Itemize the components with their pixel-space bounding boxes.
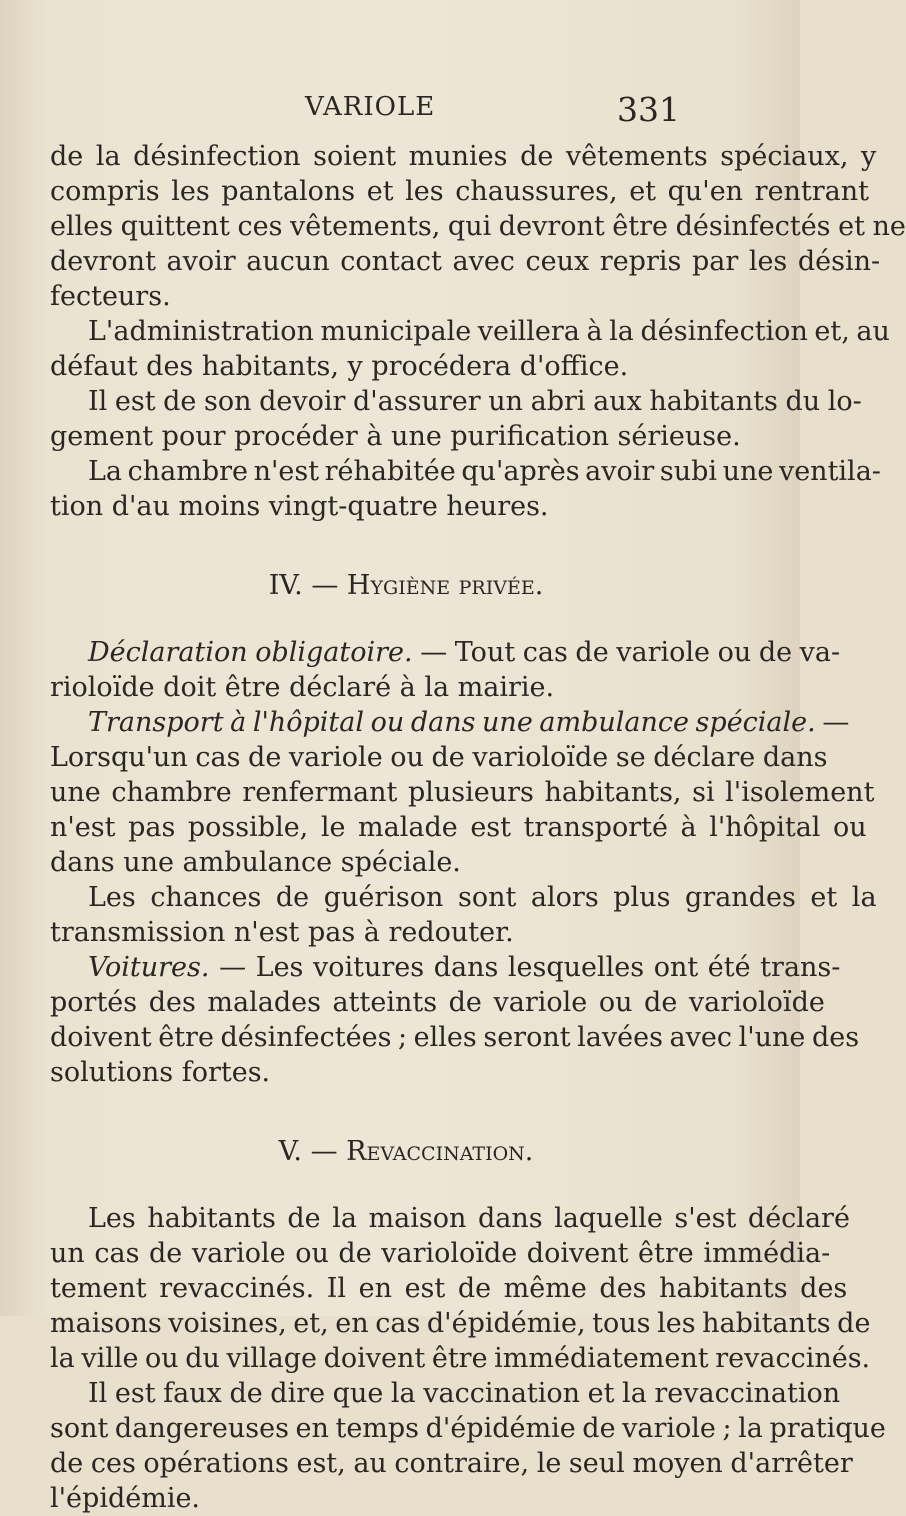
text-line: Lorsqu'un cas de variole ou de varioloïde se déclare dans bbox=[50, 742, 828, 773]
text-line: Les habitants de la maison dans laquelle s'est déclaré bbox=[88, 1203, 850, 1234]
text-line: solutions fortes. bbox=[50, 1057, 271, 1088]
heading-title: Revaccination. bbox=[346, 1136, 534, 1167]
text-line: l'épidémie. bbox=[50, 1483, 201, 1514]
text-line: elles quittent ces vêtements, qui devront être désinfectés et ne bbox=[50, 211, 906, 242]
text-line: maisons voisines, et, en cas d'épidémie, tous les habitants de bbox=[50, 1308, 871, 1339]
text-line: rioloïde doit être déclaré à la mairie. bbox=[50, 672, 555, 703]
body-text bbox=[50, 139, 906, 1516]
text-line: devront avoir aucun contact avec ceux repris par les désin- bbox=[50, 246, 881, 277]
heading-number: V. — bbox=[278, 1136, 338, 1167]
text-line: transmission n'est pas à redouter. bbox=[50, 917, 514, 948]
text-line: de ces opérations est, au contraire, le seul moyen d'arrêter bbox=[50, 1448, 853, 1479]
text-line: de la désinfection soient munies de vêtements spéciaux, y bbox=[50, 141, 877, 172]
text-line: tement revaccinés. Il en est de même des habitants des bbox=[50, 1273, 848, 1304]
section-revaccination bbox=[50, 1201, 886, 1516]
section-heading-iv bbox=[50, 568, 762, 603]
section-heading-v bbox=[50, 1134, 762, 1169]
text-line: Il est faux de dire que la vaccination et la revaccination bbox=[88, 1378, 841, 1409]
text-line: portés des malades atteints de variole ou de varioloïde bbox=[50, 987, 825, 1018]
text-line: la ville ou du village doivent être immédiatement revaccinés. bbox=[50, 1343, 871, 1374]
text-line: doivent être désinfectées ; elles seront lavées avec l'une des bbox=[50, 1022, 860, 1053]
heading-number: IV. — bbox=[268, 570, 339, 601]
text-line: une chambre renfermant plusieurs habitants, si l'isolement bbox=[50, 777, 875, 808]
text-line bbox=[50, 635, 841, 670]
page-header bbox=[0, 92, 800, 132]
paragraph-text: — bbox=[815, 707, 850, 738]
text-line: Il est de son devoir d'assurer un abri aux habitants du lo- bbox=[88, 386, 862, 417]
paragraph-text: — Tout cas de variole ou de va- bbox=[412, 637, 841, 668]
text-line: n'est pas possible, le malade est transporté à l'hôpital ou bbox=[50, 812, 867, 843]
text-line: La chambre n'est réhabitée qu'après avoir subi une ventila- bbox=[88, 456, 881, 487]
text-line: dans une ambulance spéciale. bbox=[50, 847, 461, 878]
section-private-hygiene bbox=[50, 635, 877, 1090]
heading-title: Hygiène privée. bbox=[346, 570, 544, 601]
text-line: sont dangereuses en temps d'épidémie de variole ; la pratique bbox=[50, 1413, 886, 1444]
text-line: compris les pantalons et les chaussures, et qu'en rentrant bbox=[50, 176, 870, 207]
text-line: tion d'au moins vingt-quatre heures. bbox=[50, 491, 549, 522]
running-title: VARIOLE bbox=[305, 92, 436, 122]
paragraph-label: Déclaration obligatoire. bbox=[88, 637, 413, 668]
text-line bbox=[50, 705, 850, 740]
text-line: Les chances de guérison sont alors plus grandes et la bbox=[88, 882, 877, 913]
text-line bbox=[50, 950, 841, 985]
section-disinfection bbox=[50, 139, 906, 524]
text-line: gement pour procéder à une purification sérieuse. bbox=[50, 421, 741, 452]
paragraph-label: Voitures. bbox=[88, 952, 210, 983]
text-line: L'administration municipale veillera à la désinfection et, au bbox=[88, 316, 890, 347]
page-number: 331 bbox=[617, 90, 680, 129]
text-line: défaut des habitants, y procédera d'office. bbox=[50, 351, 629, 382]
text-line: un cas de variole ou de varioloïde doivent être immédia- bbox=[50, 1238, 831, 1269]
paragraph-text: — Les voitures dans lesquelles ont été trans- bbox=[209, 952, 841, 983]
paragraph-label: Transport à l'hôpital ou dans une ambulance spéciale. bbox=[88, 707, 816, 738]
text-line: fecteurs. bbox=[50, 281, 171, 312]
